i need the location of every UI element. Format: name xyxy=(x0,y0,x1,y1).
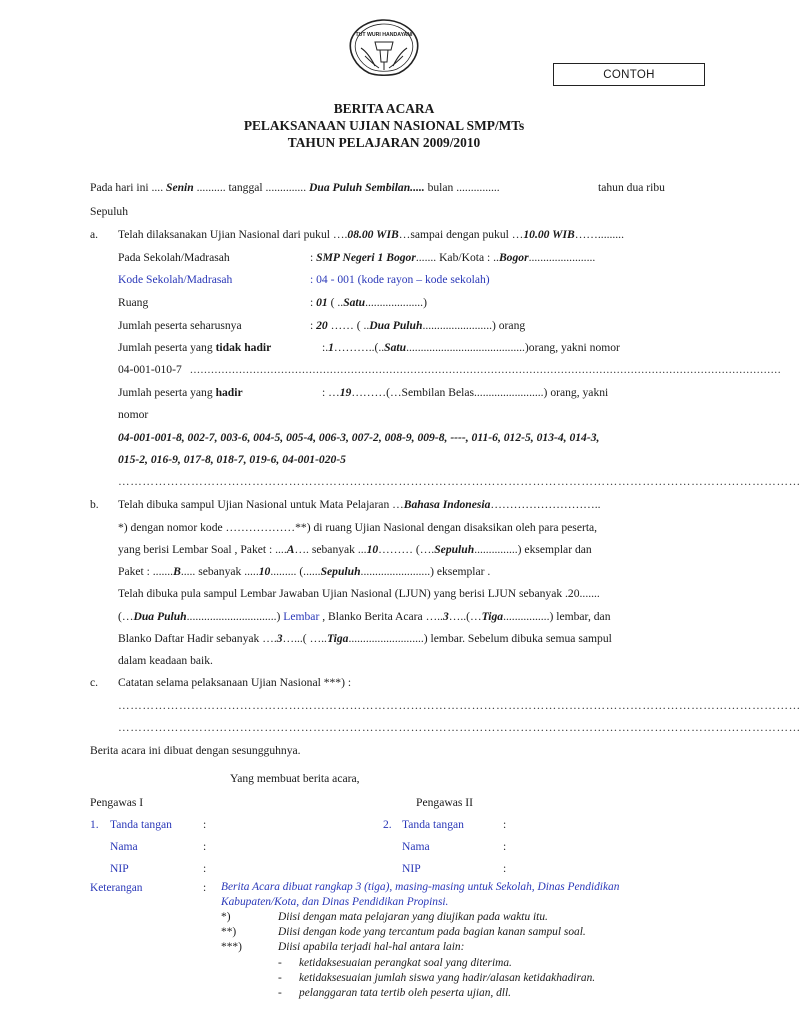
b-blanko-num: 3 xyxy=(442,610,449,623)
b-line3-pre: yang berisi Lembar Soal , Paket : .... xyxy=(118,543,287,556)
keterangan-label: Keterangan xyxy=(90,882,143,894)
b-daftar-word: Tiga xyxy=(326,632,349,645)
a-line1-pre: Telah dilaksanakan Ujian Nasional dari pukul …. xyxy=(118,228,348,241)
b-line3-mid2: ……… (…. xyxy=(378,543,435,556)
a-tidak-hadir-label-pre: Jumlah peserta yang xyxy=(118,341,216,354)
note-mark-2: **) xyxy=(221,926,237,938)
pengawas-1-tanda-colon: : xyxy=(203,818,207,831)
a-sekolah-colon: : xyxy=(310,251,314,264)
b-paket-b: B xyxy=(173,565,181,578)
pengawas-2-nama-colon: : xyxy=(503,840,507,853)
a-kode-value: : 04 - 001 (kode rayon – kode sekolah) xyxy=(310,273,490,286)
item-text-1: ketidaksesuaian perangkat soal yang diterima. xyxy=(299,957,512,969)
section-a-line1 xyxy=(118,228,624,241)
b-line7-post: ..........................) lembar. Sebelum dibuka semua sampul xyxy=(348,632,612,645)
pengawas-2-title: Pengawas II xyxy=(416,796,473,809)
section-b-marker: b. xyxy=(90,498,99,511)
b-line3-mid: …. sebanyak ... xyxy=(294,543,367,556)
pengawas-1-nip-colon: : xyxy=(203,862,207,875)
a-nomor-list-1: 04-001-001-8, 002-7, 003-6, 004-5, 005-4, 006-3, 007-2, 008-9, 009-8, ----, 011-6, 012-5, 013-4, 014-3, xyxy=(118,431,600,444)
a-ruang-mid: ( .. xyxy=(327,296,344,309)
a-line1-mid: …sampai dengan pukul … xyxy=(398,228,524,241)
pengawas-1-title: Pengawas I xyxy=(90,796,144,809)
b-line8: dalam keadaan baik. xyxy=(118,654,213,667)
title-line-2: PELAKSANAAN UJIAN NASIONAL SMP/MTs xyxy=(243,118,525,133)
pengawas-1-num: 1. xyxy=(90,818,99,831)
note-mark-1: *) xyxy=(221,911,231,923)
pengawas-2-nip-label: NIP xyxy=(402,862,421,875)
tut-wuri-handayani-logo xyxy=(347,18,421,78)
intro-hari: Senin xyxy=(166,181,194,194)
a-tidak-hadir-post: .........................................)orang, yakni nomor xyxy=(406,341,620,354)
a-ruang-pre: : xyxy=(310,296,317,309)
title-line-3: TAHUN PELAJARAN 2009/2010 xyxy=(287,135,481,150)
keterangan-line-2: Kabupaten/Kota, dan Dinas Pendidikan Propinsi. xyxy=(221,896,449,908)
c-dotted-line-2: …………………………………………………………………………………………………………………………………………………… xyxy=(118,721,801,734)
a-kab-post: ....................... xyxy=(528,251,596,264)
c-text: Catatan selama pelaksanaan Ujian Nasional ***) : xyxy=(118,676,352,689)
pengawas-2-tanda-label: Tanda tangan xyxy=(402,818,464,831)
a-hadir-pre: : … xyxy=(322,386,340,399)
a-ruang-row xyxy=(310,296,427,309)
b-line3 xyxy=(118,543,592,556)
b-line1-pre: Telah dibuka sampul Ujian Nasional untuk Mata Pelajaran … xyxy=(118,498,404,511)
a-kab-pre: ....... Kab/Kota : .. xyxy=(415,251,499,264)
section-a-marker: a. xyxy=(90,228,99,241)
a-tidak-hadir-label-bold: tidak hadir xyxy=(215,341,272,354)
item-dash-2: - xyxy=(278,972,282,984)
intro-pada-hari: Pada hari ini .... xyxy=(90,181,164,194)
b-paket-a: A xyxy=(286,543,295,556)
a-seharusnya-num: 20 xyxy=(316,319,328,332)
note-text-3: Diisi apabila terjadi hal-hal antara lain: xyxy=(278,941,465,953)
a-hadir-post: ………(…Sembilan Belas........................) orang, yakni xyxy=(351,386,609,399)
b-line7-mid: …...( ….. xyxy=(282,632,327,645)
b-line1 xyxy=(118,498,601,511)
b-line3-post: ...............) eksemplar dan xyxy=(474,543,592,556)
a-kab-value: Bogor xyxy=(498,251,529,264)
a-hadir-num: 19 xyxy=(339,386,352,399)
a-sekolah-row xyxy=(310,251,595,264)
b-line1-post: ……………………….. xyxy=(490,498,601,511)
b-line6 xyxy=(118,610,611,623)
b-jumlah-b: 10 xyxy=(258,565,271,578)
b-line4-post: ........................) eksemplar . xyxy=(360,565,491,578)
a-hadir-label-bold: hadir xyxy=(215,386,243,399)
intro-tahun: tahun dua ribu xyxy=(598,181,665,194)
pengawas-2-nip-colon: : xyxy=(503,862,507,875)
a-tidak-hadir-dots: ......................................................................................................................................................................... xyxy=(190,363,782,376)
a-tidak-hadir-num: 1 xyxy=(328,341,334,354)
a-tidak-hadir-nomor: 04-001-010-7 xyxy=(118,363,182,376)
a-sekolah-value: SMP Negeri 1 Bogor xyxy=(316,251,416,264)
a-tidak-hadir-label xyxy=(118,341,271,354)
a-jam-selesai: 10.00 WIB xyxy=(523,228,575,241)
a-seharusnya-post: ........................) orang xyxy=(422,319,526,332)
a-hadir-label xyxy=(118,386,243,399)
a-seharusnya-pre: : xyxy=(310,319,317,332)
title-line-1: BERITA ACARA xyxy=(333,101,435,116)
b-line4-mid2: ......... (...... xyxy=(270,565,321,578)
a-ruang-word: Satu xyxy=(343,296,366,309)
intro-sepuluh: Sepuluh xyxy=(90,205,129,218)
pengawas-1-nama-label: Nama xyxy=(110,840,138,853)
section-c-marker: c. xyxy=(90,676,99,689)
b-line6-post: ................) lembar, dan xyxy=(503,610,611,623)
keterangan-colon: : xyxy=(203,882,207,894)
b-line6-mid3: …..(… xyxy=(448,610,482,623)
b-line4-pre: Paket : ....... xyxy=(118,565,174,578)
a-tidak-hadir-row xyxy=(322,341,620,354)
b-lembar-word: Lembar xyxy=(283,610,320,623)
closing-text: Berita acara ini dibuat dengan sesungguhnya. xyxy=(90,744,301,757)
b-line2: *) dengan nomor kode ………………**) di ruang Ujian Nasional dengan disaksikan oleh para peserta, xyxy=(118,521,598,534)
b-line4 xyxy=(118,565,490,578)
b-line5: Telah dibuka pula sampul Lembar Jawaban Ujian Nasional (LJUN) yang berisi LJUN sebanyak .20....... xyxy=(118,587,600,600)
a-kode-label: Kode Sekolah/Madrasah xyxy=(118,273,233,286)
pengawas-1-nama-colon: : xyxy=(203,840,207,853)
a-tidak-hadir-pre: :. xyxy=(322,341,329,354)
b-line6-mid: ...............................) xyxy=(186,610,284,623)
a-ruang-label: Ruang xyxy=(118,296,149,309)
pengawas-2-tanda-colon: : xyxy=(503,818,507,831)
a-dotted-line: …………………………………………………………………………………………………………………………………………………… xyxy=(118,475,801,488)
a-tidak-hadir-word: Satu xyxy=(384,341,407,354)
intro-tanggal: Dua Puluh Sembilan..... xyxy=(309,181,425,194)
a-seharusnya-word: Dua Puluh xyxy=(369,319,423,332)
b-daftar-num: 3 xyxy=(276,632,283,645)
a-tidak-hadir-mid: ………..(.. xyxy=(333,341,385,354)
a-nomor-word: nomor xyxy=(118,408,149,421)
b-jumlah-b-word: Sepuluh xyxy=(320,565,361,578)
note-text-2: Diisi dengan kode yang tercantum pada bagian kanan sampul soal. xyxy=(278,926,586,938)
a-seharusnya-row xyxy=(310,319,525,332)
a-line1-post: ……......... xyxy=(574,228,624,241)
item-text-3: pelanggaran tata tertib oleh peserta ujian, dll. xyxy=(299,987,511,999)
a-ruang-num: 01 xyxy=(316,296,328,309)
a-nomor-list-2: 015-2, 016-9, 017-8, 018-7, 019-6, 04-001-020-5 xyxy=(118,453,346,466)
pengawas-2-num: 2. xyxy=(383,818,392,831)
item-text-2: ketidaksesuaian jumlah siswa yang hadir/alasan ketidakhadiran. xyxy=(299,972,596,984)
a-jam-mulai: 08.00 WIB xyxy=(347,228,399,241)
b-line4-mid: ..... sebanyak ..... xyxy=(180,565,259,578)
b-line7 xyxy=(118,632,612,645)
note-text-1: Diisi dengan mata pelajaran yang diujikan pada waktu itu. xyxy=(278,911,548,923)
intro-line xyxy=(90,181,500,194)
a-sekolah-label: Pada Sekolah/Madrasah xyxy=(118,251,230,264)
pengawas-1-tanda-label: Tanda tangan xyxy=(110,818,172,831)
b-mapel: Bahasa Indonesia xyxy=(403,498,491,511)
c-dotted-line-1: …………………………………………………………………………………………………………………………………………………… xyxy=(118,699,801,712)
logo-emblem-text: TUT WURI HANDAYANI xyxy=(355,32,413,38)
a-ruang-post: ....................) xyxy=(365,296,427,309)
b-ljun-word: Dua Puluh xyxy=(133,610,187,623)
contoh-box: CONTOH xyxy=(553,63,705,86)
b-line7-pre: Blanko Daftar Hadir sebanyak …. xyxy=(118,632,277,645)
a-seharusnya-mid: …… ( .. xyxy=(327,319,370,332)
intro-dots: .......... tanggal .............. xyxy=(196,181,307,194)
b-line6-pre: (… xyxy=(118,610,134,623)
a-seharusnya-label: Jumlah peserta seharusnya xyxy=(118,319,242,332)
pengawas-2-nama-label: Nama xyxy=(402,840,430,853)
item-dash-1: - xyxy=(278,957,282,969)
a-hadir-row xyxy=(322,386,608,399)
yang-membuat: Yang membuat berita acara, xyxy=(230,772,360,785)
item-dash-3: - xyxy=(278,987,282,999)
note-mark-3: ***) xyxy=(221,941,242,953)
b-line6-mid2: , Blanko Berita Acara ….. xyxy=(319,610,443,623)
keterangan-line-1: Berita Acara dibuat rangkap 3 (tiga), masing-masing untuk Sekolah, Dinas Pendidikan xyxy=(221,881,620,893)
intro-bulan: bulan ............... xyxy=(427,181,500,194)
pengawas-1-nip-label: NIP xyxy=(110,862,129,875)
b-jumlah-a: 10 xyxy=(366,543,379,556)
b-jumlah-a-word: Sepuluh xyxy=(434,543,475,556)
b-blanko-word: Tiga xyxy=(481,610,504,623)
a-hadir-label-pre: Jumlah peserta yang xyxy=(118,386,216,399)
